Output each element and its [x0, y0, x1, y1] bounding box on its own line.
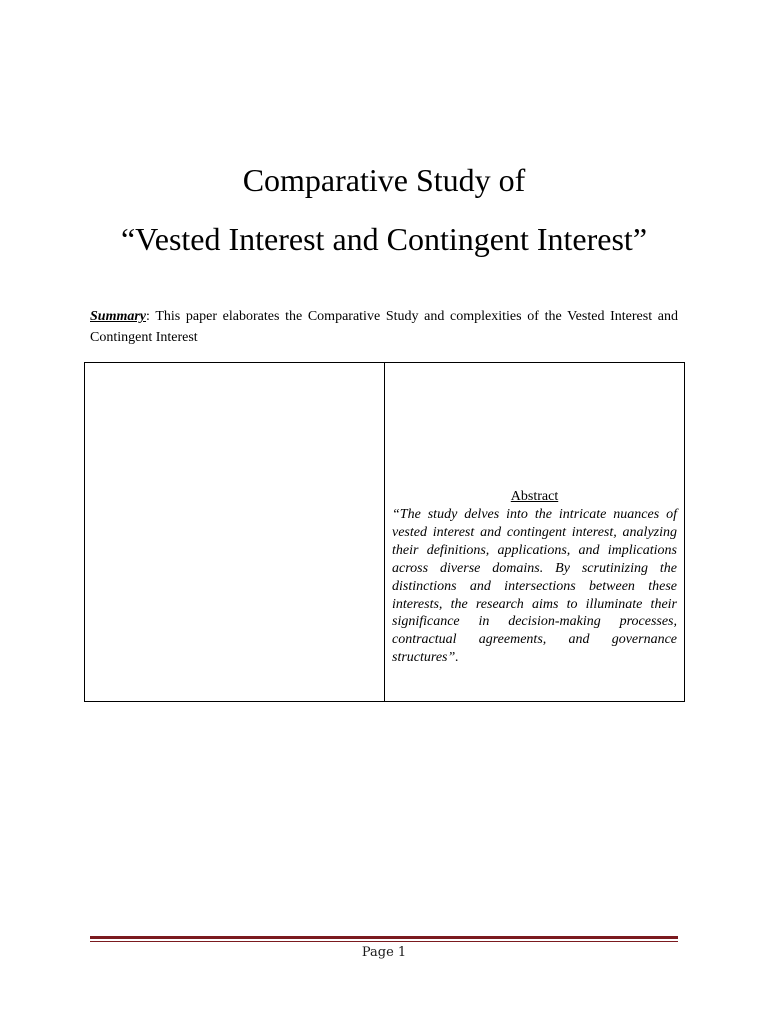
abstract-heading: Abstract [510, 489, 559, 504]
table-cell-left [85, 363, 385, 701]
abstract-body: “The study delves into the intricate nuances of vested interest and contingent interest, analyzing their definitions, applications, and implications across diverse domains. By scrutinizing the distinctions and intersections between these interests, the research aims to illuminate their significance in decision-making processes, contractual agreements, and governance structures”. [392, 507, 677, 666]
table-cell-right [385, 363, 684, 701]
title-line-1: Comparative Study of [242, 162, 526, 198]
title-line-2: “Vested Interest and Contingent Interest” [120, 221, 648, 257]
abstract-table [84, 362, 685, 702]
summary-separator: : [146, 309, 156, 324]
footer-rule-thick [90, 936, 678, 939]
summary-text: This paper elaborates the Comparative Study and complexities of the Vested Interest and Contingent Interest [90, 309, 678, 345]
summary-label: Summary [90, 309, 147, 324]
footer-rule-thin [90, 941, 678, 942]
summary-paragraph [90, 306, 678, 348]
page-number: Page 1 [361, 945, 407, 960]
